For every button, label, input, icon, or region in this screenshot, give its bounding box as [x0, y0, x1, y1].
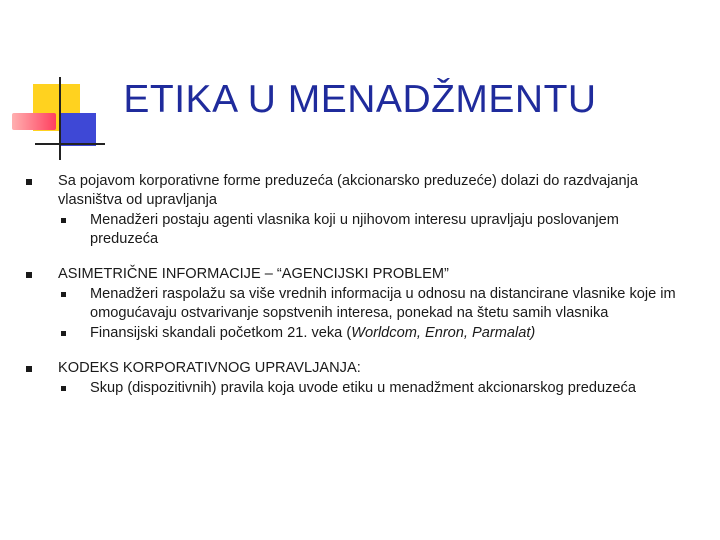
bullet-text: KODEKS KORPORATIVNOG UPRAVLJANJA: [58, 360, 361, 376]
bullet-icon [26, 179, 32, 185]
sub-bullet-icon [61, 386, 66, 391]
vertical-line [59, 77, 61, 160]
red-bar [12, 113, 56, 130]
bullet-text: ASIMETRIČNE INFORMACIJE – “AGENCIJSKI PROBLEM” [58, 266, 449, 282]
sub-bullet [58, 324, 686, 343]
horizontal-line [35, 143, 105, 145]
bullet-icon [26, 366, 32, 372]
sub-bullet-prefix: Finansijski skandali početkom 21. veka ( [90, 325, 352, 341]
bullet-list [26, 172, 686, 398]
bullet-text: Sa pojavom korporativne forme preduzeća (akcionarsko preduzeće) dolazi do razdvajanja vlasništva od upravljanja [58, 173, 639, 208]
sub-bullet-icon [61, 292, 66, 297]
bullet-item-1 [26, 172, 686, 249]
sub-bullet-text: Skup (dispozitivnih) pravila koja uvode etiku u menadžment akcionarskog preduzeća [90, 380, 636, 396]
decorative-logo [0, 0, 110, 170]
sub-bullet-text [90, 324, 686, 343]
bullet-item-3 [26, 359, 686, 398]
bullet-icon [26, 272, 32, 278]
sub-bullet [58, 379, 686, 398]
sub-bullet-icon [61, 331, 66, 336]
company-names: Worldcom, Enron, Parmalat) [351, 325, 536, 341]
sub-bullet [58, 285, 686, 323]
bullet-item-2 [26, 265, 686, 343]
blue-square [60, 113, 96, 146]
sub-bullet [58, 211, 686, 249]
sub-bullet-text: Menadžeri raspolažu sa više vrednih informacija u odnosu na distancirane vlasnike koje im omogućavaju ostvarivanje sopstvenih interesa, ponekad na štetu samih vlasnika [90, 286, 676, 321]
sub-bullet-icon [61, 218, 66, 223]
slide-title: ETIKA U MENADŽMENTU [123, 78, 597, 121]
sub-bullet-text: Menadžeri postaju agenti vlasnika koji u njihovom interesu upravljaju poslovanjem preduzeća [90, 212, 619, 247]
